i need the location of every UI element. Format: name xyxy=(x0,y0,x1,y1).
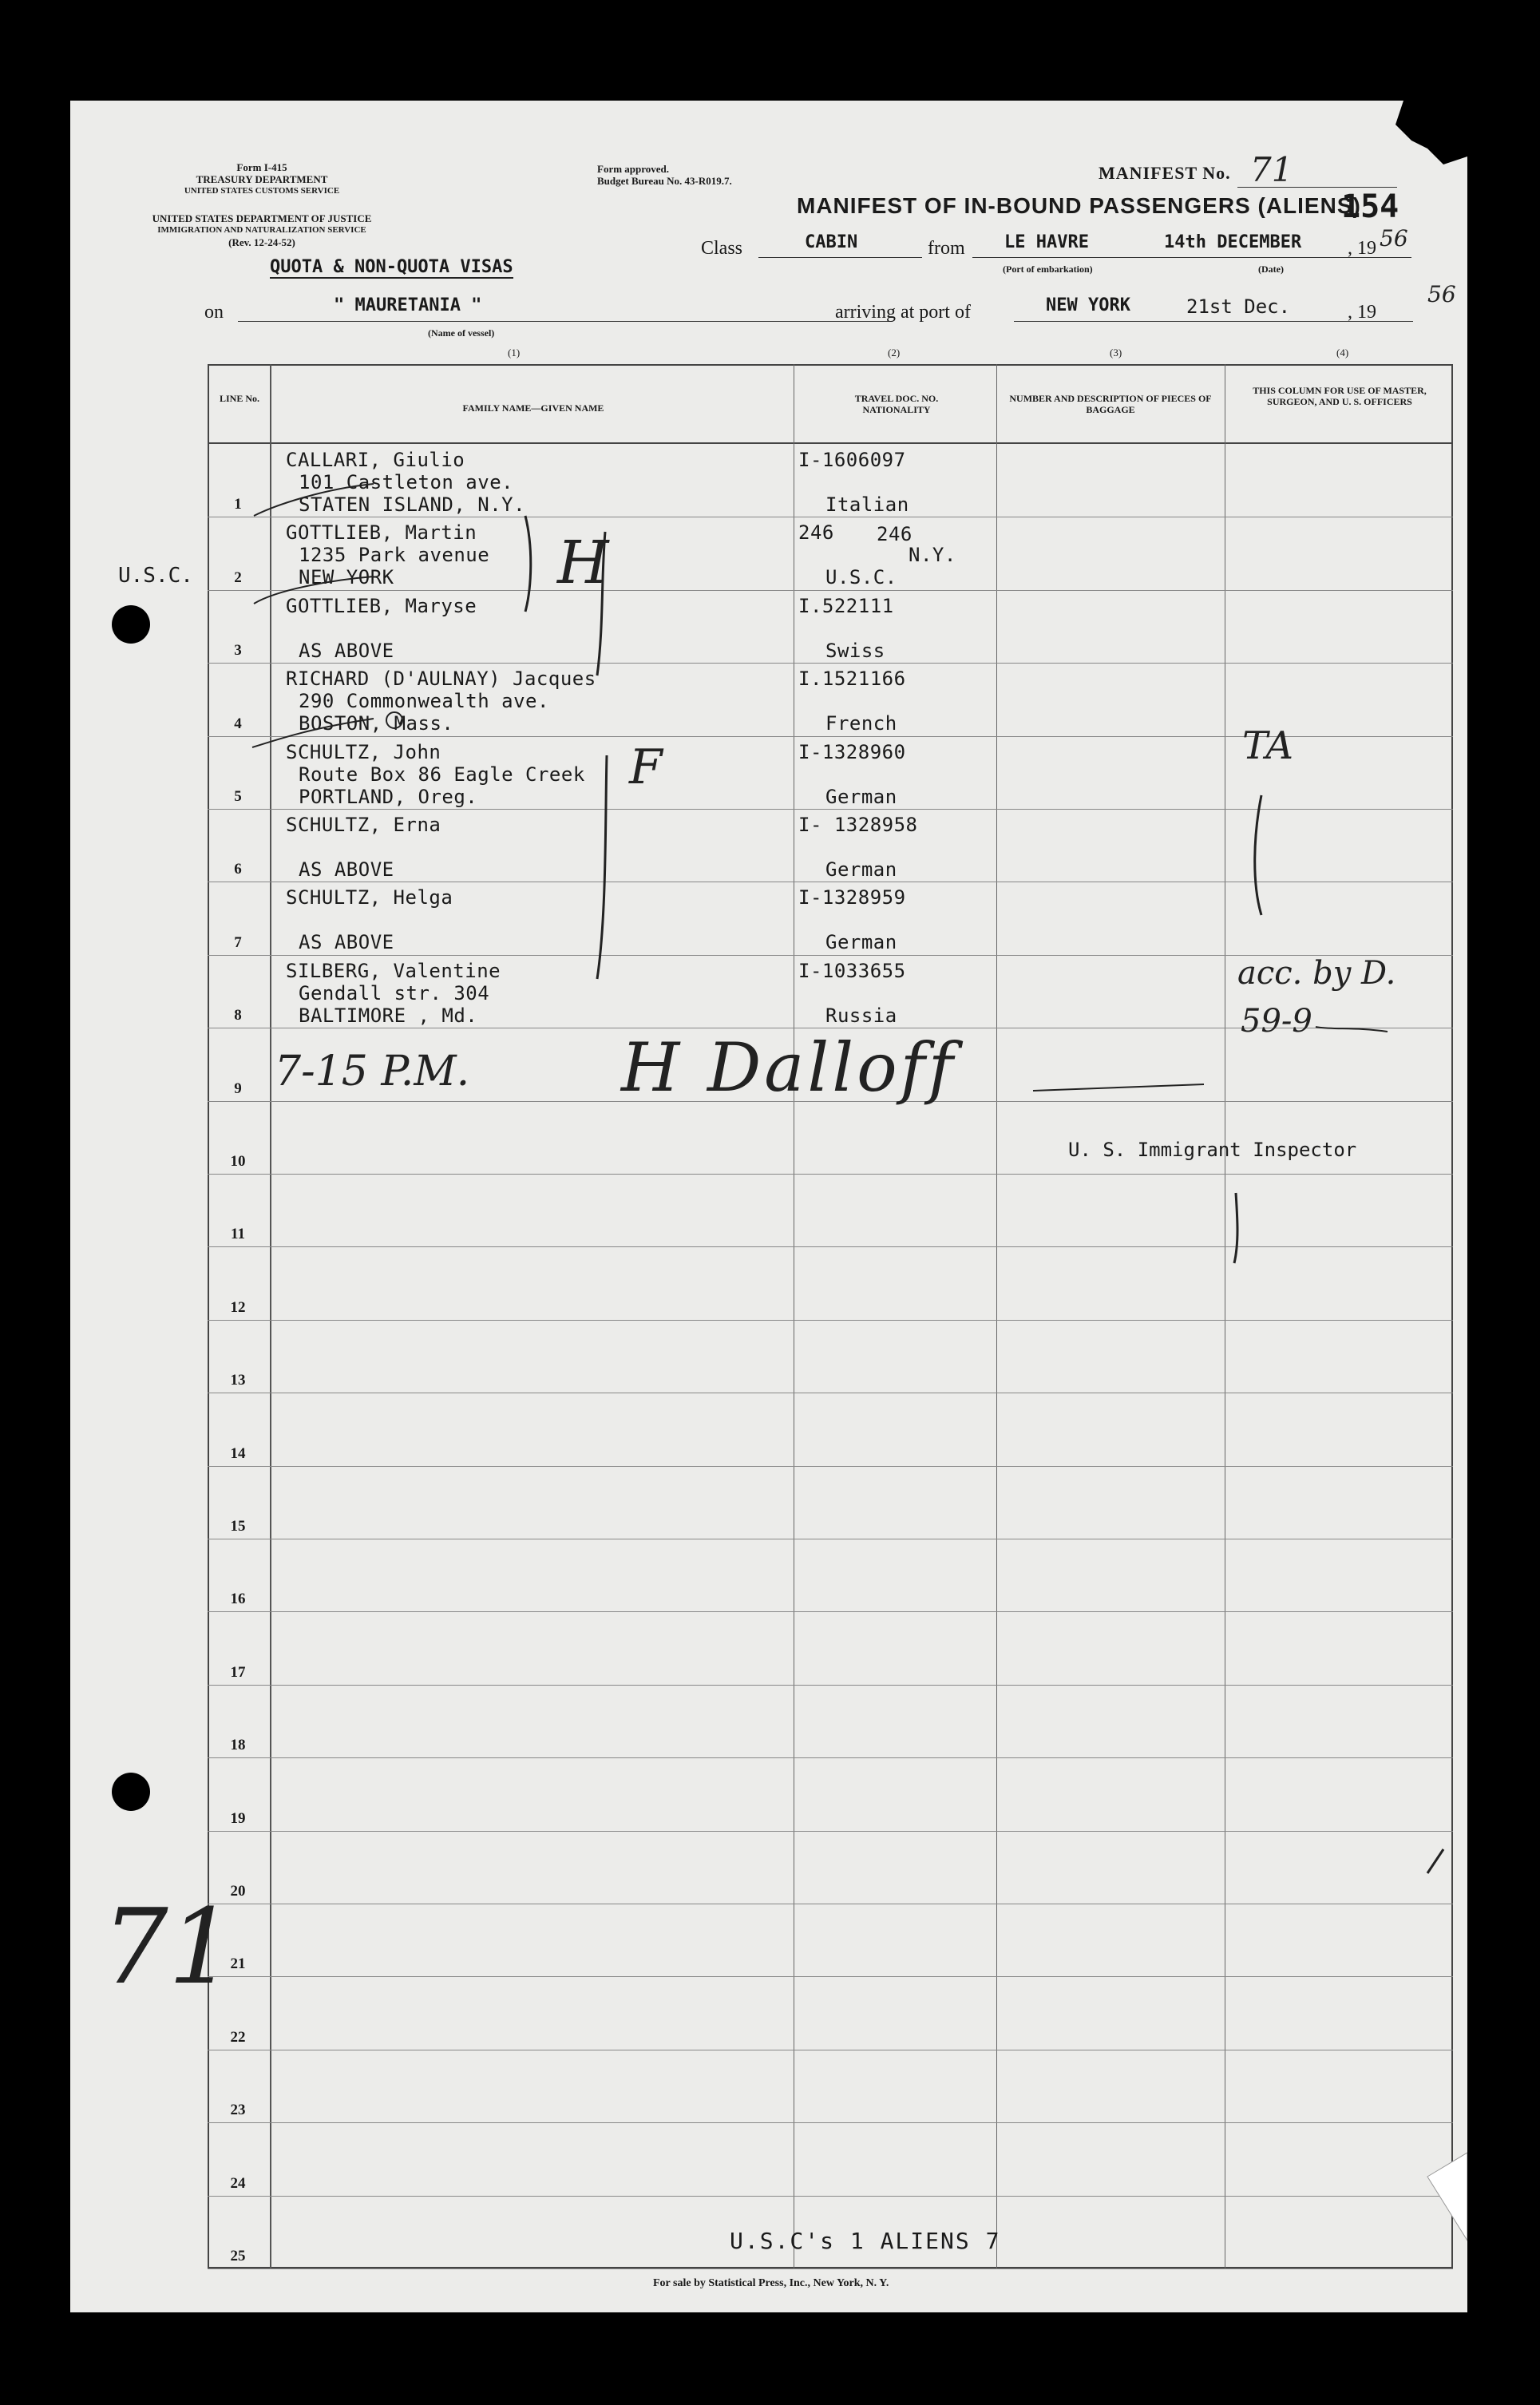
departure-year-prefix: , 19 xyxy=(1348,238,1376,259)
vessel-name: " MAURETANIA " xyxy=(334,295,482,315)
inspector-title: U. S. Immigrant Inspector xyxy=(1068,1139,1357,1161)
nationality: Russia xyxy=(825,1004,897,1027)
passenger-name: GOTTLIEB, Maryse xyxy=(286,594,477,617)
passenger-address: 290 Commonwealth ave. xyxy=(299,690,549,713)
line-number: 1 xyxy=(234,496,242,513)
visa-type: QUOTA & NON-QUOTA VISAS xyxy=(270,257,513,277)
header-name: FAMILY NAME—GIVEN NAME xyxy=(462,402,604,414)
mark-f: F xyxy=(629,739,663,795)
line-number: 25 xyxy=(230,2248,246,2264)
line-number: 11 xyxy=(231,1226,245,1243)
acc-number: 59-9 xyxy=(1241,1003,1312,1040)
header-travel-doc: TRAVEL DOC. NO. NATIONALITY xyxy=(854,393,939,415)
passenger-name: SCHULTZ, John xyxy=(286,740,441,763)
line-number: 10 xyxy=(230,1153,246,1170)
header-line-no: LINE No. xyxy=(219,393,259,404)
line-number: 16 xyxy=(230,1591,246,1608)
on-label: on xyxy=(204,302,224,323)
line-number: 22 xyxy=(230,2028,246,2046)
passenger-name: RICHARD (D'AULNAY) Jacques xyxy=(286,668,596,691)
line-number: 2 xyxy=(234,569,242,586)
line-number: 13 xyxy=(230,1372,246,1389)
nationality: German xyxy=(825,858,897,881)
nationality: French xyxy=(825,712,897,735)
class-label: Class xyxy=(701,238,743,259)
customs-service: UNITED STATES CUSTOMS SERVICE xyxy=(184,186,340,196)
manifest-sheet xyxy=(70,101,1467,2312)
immigration-service: IMMIGRATION AND NATURALIZATION SERVICE xyxy=(157,225,366,235)
departure-date: 14th DECEMBER xyxy=(1164,232,1302,252)
travel-doc-number: I.1521166 xyxy=(798,668,906,691)
passenger-city: AS ABOVE xyxy=(299,858,394,881)
arrival-port: NEW YORK xyxy=(1046,295,1130,315)
mark-h: H xyxy=(557,529,609,597)
passenger-name: CALLARI, Giulio xyxy=(286,449,465,471)
travel-doc-number: I-1328959 xyxy=(798,886,906,909)
travel-doc-number: I-1606097 xyxy=(798,449,906,471)
header-baggage: NUMBER AND DESCRIPTION OF PIECES OF BAGGAGE xyxy=(1009,393,1212,415)
line-number: 20 xyxy=(230,1883,246,1900)
passenger-address: 101 Castleton ave. xyxy=(299,471,514,493)
line-number: 8 xyxy=(234,1007,242,1024)
revision: (Rev. 12-24-52) xyxy=(228,236,295,248)
nationality: Swiss xyxy=(825,639,885,662)
date-caption: (Date) xyxy=(1258,263,1284,275)
travel-doc-number: 246 xyxy=(798,521,834,545)
departure-year: 56 xyxy=(1380,225,1408,252)
line-number: 24 xyxy=(230,2174,246,2192)
travel-doc-number: I.522111 xyxy=(798,594,894,617)
totals: U.S.C's 1 ALIENS 7 xyxy=(730,2228,1001,2254)
col-num-3: (3) xyxy=(1110,347,1122,359)
nationality: German xyxy=(825,931,897,954)
handwritten-strokes xyxy=(70,101,1467,2312)
from-value: LE HAVRE xyxy=(1004,232,1089,252)
arriving-label: arriving at port of xyxy=(835,302,971,323)
passenger-city: AS ABOVE xyxy=(299,639,394,662)
col-num-1: (1) xyxy=(508,347,521,359)
passenger-city: NEW YORK xyxy=(299,566,394,589)
mark-ta: TA xyxy=(1242,723,1294,768)
manifest-no-label: MANIFEST No. xyxy=(1099,163,1231,183)
passenger-address: 1235 Park avenue xyxy=(299,544,490,567)
line-number: 5 xyxy=(234,788,242,805)
passenger-address: Route Box 86 Eagle Creek xyxy=(299,763,585,786)
punch-hole-top xyxy=(112,605,150,644)
margin-usc: U.S.C. xyxy=(118,564,193,588)
vessel-caption: (Name of vessel) xyxy=(428,327,495,339)
passenger-city: AS ABOVE xyxy=(299,931,394,954)
nationality: U.S.C. xyxy=(825,566,897,589)
passenger-name: SILBERG, Valentine xyxy=(286,959,501,982)
passenger-name: SCHULTZ, Erna xyxy=(286,814,441,836)
line-number: 9 xyxy=(234,1080,242,1097)
time-note: 7-15 P.M. xyxy=(275,1048,470,1096)
passenger-city: BALTIMORE , Md. xyxy=(299,1004,478,1027)
arrival-date: 21st Dec. xyxy=(1186,295,1291,318)
line-number: 15 xyxy=(230,1518,246,1535)
travel-doc-number: I-1328960 xyxy=(798,740,906,763)
nationality: Italian xyxy=(825,493,909,516)
form-number: Form I-415 xyxy=(236,161,287,173)
line-number: 14 xyxy=(230,1444,246,1462)
manifest-no-value: 71 xyxy=(1250,150,1293,189)
line-number: 3 xyxy=(234,642,242,660)
manifest-title: MANIFEST OF IN-BOUND PASSENGERS (ALIENS) xyxy=(797,193,1361,218)
budget-bureau: Budget Bureau No. 43-R019.7. xyxy=(597,175,732,187)
line-number: 18 xyxy=(230,1737,246,1754)
travel-doc-handwritten: 246 xyxy=(877,523,913,546)
punch-hole-bottom xyxy=(112,1773,150,1811)
col-num-2: (2) xyxy=(888,347,901,359)
line-number: 7 xyxy=(234,933,242,951)
justice-dept: UNITED STATES DEPARTMENT OF JUSTICE xyxy=(152,212,372,224)
port-caption: (Port of embarkation) xyxy=(1003,263,1093,275)
line-number: 12 xyxy=(230,1298,246,1316)
line-number: 17 xyxy=(230,1663,246,1681)
line-number: 4 xyxy=(234,715,242,732)
nationality: German xyxy=(825,785,897,808)
title-number: 154 xyxy=(1341,188,1399,225)
travel-doc-number: I- 1328958 xyxy=(798,814,918,836)
line-number: 23 xyxy=(230,2102,246,2119)
class-value: CABIN xyxy=(805,232,858,252)
line-number: 19 xyxy=(230,1809,246,1827)
arrival-year: 56 xyxy=(1427,281,1456,307)
form-approved: Form approved. xyxy=(597,163,670,175)
passenger-address: Gendall str. 304 xyxy=(299,981,490,1004)
acc-note: acc. by D. xyxy=(1237,955,1396,992)
passenger-name: GOTTLIEB, Martin xyxy=(286,521,477,545)
line-number: 6 xyxy=(234,861,242,878)
col-num-4: (4) xyxy=(1336,347,1349,359)
passenger-city: PORTLAND, Oreg. xyxy=(299,785,478,808)
line-number: 21 xyxy=(230,1955,246,1973)
header-officers: THIS COLUMN FOR USE OF MASTER, SURGEON, AND U. S. OFFICERS xyxy=(1253,385,1427,407)
travel-doc-number: I-1033655 xyxy=(798,959,906,982)
printer-note: For sale by Statistical Press, Inc., New York, N. Y. xyxy=(653,2277,889,2289)
margin-number: 71 xyxy=(102,1886,235,2007)
treasury-dept: TREASURY DEPARTMENT xyxy=(196,173,328,185)
travel-doc-handwritten-state: N.Y. xyxy=(909,544,956,567)
arrival-year-prefix: , 19 xyxy=(1348,302,1376,323)
signature: H Dalloff xyxy=(621,1028,956,1107)
passenger-name: SCHULTZ, Helga xyxy=(286,886,453,909)
from-label: from xyxy=(928,238,965,259)
passenger-city: BOSTON, Mass. xyxy=(299,712,454,735)
passenger-city: STATEN ISLAND, N.Y. xyxy=(299,493,526,516)
